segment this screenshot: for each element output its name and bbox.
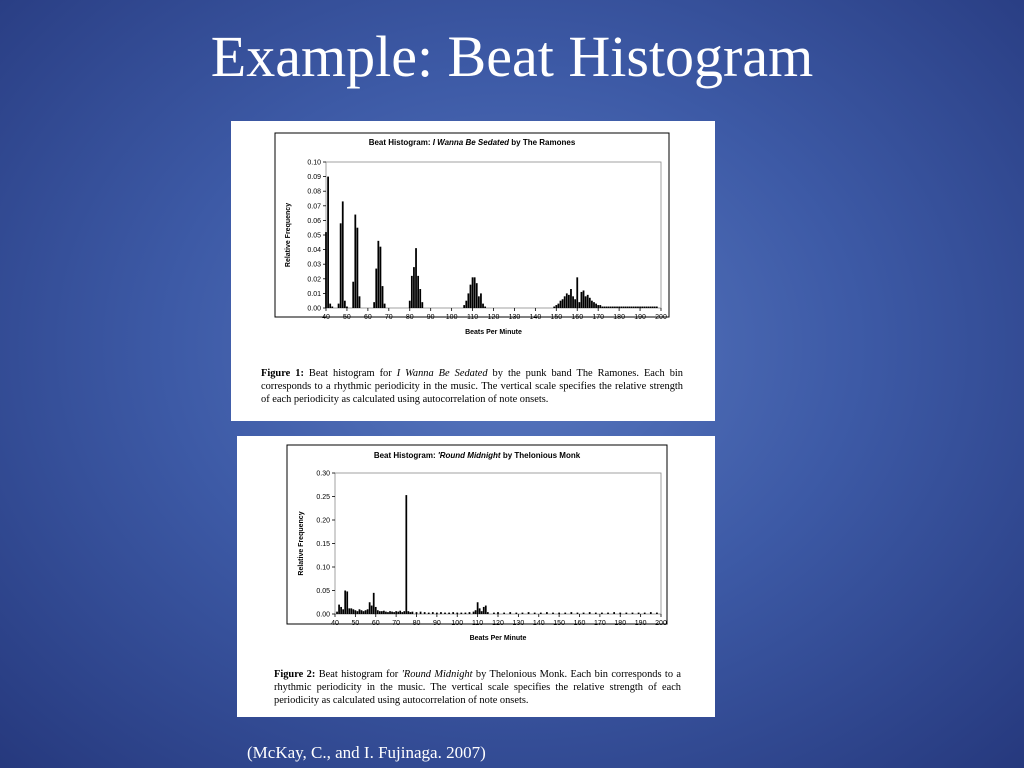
histogram-bar xyxy=(405,495,407,614)
y-tick-label: 0.05 xyxy=(316,588,330,595)
histogram-bar xyxy=(363,611,365,614)
x-tick-label: 180 xyxy=(613,314,625,321)
x-tick-label: 90 xyxy=(426,314,435,321)
histogram-bar xyxy=(627,307,629,308)
figure-2-caption-pre: Beat histogram for xyxy=(315,669,402,680)
histogram-bar xyxy=(587,295,589,308)
histogram-bar xyxy=(410,612,412,614)
histogram-bar xyxy=(357,228,359,308)
histogram-bar xyxy=(371,606,373,614)
x-tick-label: 150 xyxy=(553,620,565,627)
histogram-bar xyxy=(568,295,570,308)
histogram-bar xyxy=(652,307,654,308)
histogram-bar xyxy=(352,282,354,308)
histogram-bar xyxy=(365,610,367,614)
histogram-bar xyxy=(329,304,331,308)
histogram-bar xyxy=(654,307,656,308)
histogram-bar xyxy=(397,612,399,614)
chart-title xyxy=(374,451,581,460)
histogram-bar xyxy=(373,593,375,614)
histogram-bar xyxy=(384,304,386,308)
histogram-bar xyxy=(467,293,469,308)
x-tick-label: 140 xyxy=(532,620,545,627)
x-tick-label: 200 xyxy=(655,314,667,321)
histogram-bar xyxy=(340,223,342,308)
x-tick-label: 130 xyxy=(508,314,521,321)
histogram-bar xyxy=(354,215,356,308)
histogram-bar xyxy=(377,610,379,614)
histogram-bar xyxy=(424,612,426,614)
histogram-bar xyxy=(350,608,352,614)
histogram-bar xyxy=(393,612,395,614)
histogram-bar xyxy=(558,304,560,308)
figure-1-panel xyxy=(231,121,715,421)
histogram-bar xyxy=(616,307,618,308)
x-tick-label: 180 xyxy=(614,620,627,627)
histogram-bar xyxy=(403,611,405,614)
histogram-bar xyxy=(572,296,574,308)
histogram-bar xyxy=(342,609,344,614)
beat-histogram-chart-2 xyxy=(237,436,715,661)
histogram-bar xyxy=(612,307,614,308)
histogram-bar xyxy=(589,612,591,614)
x-tick-label: 140 xyxy=(529,314,542,321)
histogram-bar xyxy=(325,232,327,308)
histogram-bar xyxy=(632,613,634,614)
chart-title-suffix: by Thelonious Monk xyxy=(500,451,581,460)
histogram-bar xyxy=(469,612,471,614)
histogram-bar xyxy=(528,612,530,614)
histogram-bar xyxy=(497,612,499,614)
histogram-bar xyxy=(379,611,381,614)
histogram-bar xyxy=(562,299,564,308)
histogram-bar xyxy=(475,610,477,614)
histogram-bar xyxy=(428,613,430,614)
histogram-bar xyxy=(391,612,393,614)
histogram-bar xyxy=(509,612,511,614)
figure-2-caption-post: by Thelonious Monk. Each bin corresponds to a rhythmic periodicity in the music. The vertical scale specifies the relative strength of each periodicity as calculated using autocorrelation of note onsets. xyxy=(274,669,682,706)
chart-title-song: 'Round Midnight xyxy=(437,451,501,460)
histogram-bar xyxy=(465,301,467,308)
histogram-bar xyxy=(375,607,377,614)
histogram-bar xyxy=(473,612,475,614)
figure-1-caption-song: I Wanna Be Sedated xyxy=(396,368,488,379)
figure-1-caption xyxy=(261,367,683,406)
x-tick-label: 90 xyxy=(432,620,441,627)
histogram-bar xyxy=(479,608,481,614)
histogram-bar xyxy=(597,305,599,308)
x-tick-label: 110 xyxy=(472,620,484,627)
histogram-bar xyxy=(635,307,637,308)
y-tick-label: 0.09 xyxy=(307,174,321,182)
histogram-bar xyxy=(346,591,348,614)
histogram-bar xyxy=(641,307,643,308)
figure-2-caption xyxy=(274,668,681,707)
slide-title: Example: Beat Histogram xyxy=(210,24,814,89)
histogram-bar xyxy=(472,277,474,308)
histogram-bar xyxy=(656,613,658,614)
histogram-bar xyxy=(601,613,603,614)
figure-1-caption-post: by the punk band The Ramones. Each bin corresponds to a rhythmic periodicity in the music. The vertical scale specifies the relative strength of each periodicity as calculated using autocorrelation of note onsets. xyxy=(261,368,684,405)
histogram-bar xyxy=(381,611,383,614)
histogram-bar xyxy=(577,613,579,614)
histogram-bar xyxy=(357,611,359,614)
histogram-bar xyxy=(359,609,361,614)
histogram-bar xyxy=(389,611,391,614)
x-tick-label: 150 xyxy=(550,314,563,321)
histogram-bar xyxy=(639,307,641,308)
histogram-bar xyxy=(610,307,612,308)
histogram-bar xyxy=(444,613,446,614)
x-tick-label: 80 xyxy=(412,620,421,627)
histogram-bar xyxy=(480,293,482,308)
x-tick-label: 100 xyxy=(445,314,458,321)
histogram-bar xyxy=(344,301,346,308)
x-axis-label: Beats Per Minute xyxy=(465,329,522,336)
histogram-bar xyxy=(416,612,418,614)
y-tick-label: 0.08 xyxy=(307,188,321,196)
histogram-bar xyxy=(625,613,627,614)
histogram-bar xyxy=(483,607,485,614)
y-tick-label: 0.05 xyxy=(307,232,321,240)
histogram-bar xyxy=(382,286,384,308)
histogram-bar xyxy=(607,613,609,614)
histogram-bar xyxy=(593,302,595,308)
histogram-bar xyxy=(367,609,369,614)
histogram-bar xyxy=(340,607,342,614)
histogram-bar xyxy=(566,293,568,308)
histogram-bar xyxy=(387,612,389,614)
x-tick-label: 190 xyxy=(634,620,647,627)
x-tick-label: 50 xyxy=(351,620,360,627)
histogram-bar xyxy=(380,247,382,308)
histogram-bar xyxy=(355,610,357,614)
histogram-bar xyxy=(460,613,462,614)
histogram-bar xyxy=(420,612,422,614)
histogram-bar xyxy=(595,613,597,614)
histogram-bar xyxy=(478,296,480,308)
histogram-bar xyxy=(419,289,421,308)
histogram-bar xyxy=(493,613,495,614)
figure-2-label: Figure 2: xyxy=(274,669,316,680)
x-tick-label: 50 xyxy=(343,314,351,321)
histogram-bar xyxy=(411,276,413,308)
histogram-bar xyxy=(383,611,385,614)
y-tick-label: 0.00 xyxy=(316,611,330,619)
chart-title-prefix: Beat Histogram: xyxy=(373,451,438,460)
histogram-bar xyxy=(377,241,379,308)
x-tick-label: 200 xyxy=(655,620,667,627)
histogram-bar xyxy=(631,307,633,308)
histogram-bar xyxy=(470,285,472,308)
histogram-bar xyxy=(448,613,450,614)
histogram-bar xyxy=(484,307,486,308)
y-tick-label: 0.00 xyxy=(307,305,321,313)
histogram-bar xyxy=(373,302,375,308)
histogram-bar xyxy=(327,177,329,308)
histogram-bar xyxy=(553,307,555,308)
histogram-bar xyxy=(629,307,631,308)
histogram-bar xyxy=(578,302,580,308)
histogram-bar xyxy=(576,277,578,308)
histogram-bar xyxy=(331,307,333,308)
figure-1-label: Figure 1: xyxy=(261,368,304,379)
y-tick-label: 0.03 xyxy=(307,261,321,269)
histogram-bar xyxy=(589,298,591,308)
histogram-bar xyxy=(482,304,484,308)
histogram-bar xyxy=(417,276,419,308)
x-tick-label: 40 xyxy=(331,620,339,627)
histogram-bar xyxy=(633,307,635,308)
x-tick-label: 70 xyxy=(392,620,401,627)
y-tick-label: 0.20 xyxy=(316,517,330,525)
y-tick-label: 0.15 xyxy=(316,541,330,548)
histogram-bar xyxy=(552,613,554,614)
histogram-bar xyxy=(338,605,340,614)
histogram-bar xyxy=(650,307,652,308)
x-tick-label: 130 xyxy=(512,620,525,627)
x-tick-label: 120 xyxy=(492,620,504,627)
histogram-bar xyxy=(385,612,387,614)
histogram-bar xyxy=(352,609,354,614)
histogram-bar xyxy=(413,267,415,308)
histogram-bar xyxy=(395,611,397,614)
histogram-bar xyxy=(546,612,548,614)
histogram-bar xyxy=(540,613,542,614)
chart-title-suffix: by The Ramones xyxy=(509,138,576,147)
y-tick-label: 0.10 xyxy=(307,159,321,167)
x-tick-label: 110 xyxy=(466,314,479,321)
beat-histogram-chart-1 xyxy=(231,121,715,356)
histogram-bar xyxy=(401,612,403,614)
x-tick-label: 100 xyxy=(451,620,464,627)
histogram-bar xyxy=(452,612,454,614)
histogram-bar xyxy=(637,307,639,308)
figure-1-caption-pre: Beat histogram for xyxy=(303,368,397,379)
histogram-bar xyxy=(583,290,585,308)
histogram-bar xyxy=(585,296,587,308)
histogram-bar xyxy=(476,283,478,308)
chart-title xyxy=(369,138,576,147)
histogram-bar xyxy=(570,289,572,308)
histogram-bar xyxy=(638,613,640,614)
y-axis-label: Relative Frequency xyxy=(298,511,305,576)
histogram-bar xyxy=(348,608,350,614)
histogram-bar xyxy=(625,307,627,308)
histogram-bar xyxy=(650,612,652,614)
histogram-bar xyxy=(465,613,467,614)
histogram-bar xyxy=(619,613,621,614)
histogram-bar xyxy=(614,307,616,308)
x-tick-label: 80 xyxy=(405,314,414,321)
x-tick-label: 60 xyxy=(371,620,380,627)
x-tick-label: 170 xyxy=(594,620,606,627)
histogram-bar xyxy=(599,305,601,308)
y-tick-label: 0.04 xyxy=(307,247,321,255)
histogram-bar xyxy=(503,613,505,614)
histogram-bar xyxy=(591,301,593,308)
y-tick-label: 0.10 xyxy=(316,564,330,572)
histogram-bar xyxy=(604,307,606,308)
y-axis-label: Relative Frequency xyxy=(285,202,292,268)
histogram-bar xyxy=(618,307,620,308)
histogram-bar xyxy=(601,307,603,308)
histogram-bar xyxy=(407,611,409,614)
x-tick-label: 160 xyxy=(573,620,586,627)
histogram-bar xyxy=(581,292,583,308)
histogram-bar xyxy=(359,296,361,308)
histogram-bar xyxy=(481,611,483,614)
histogram-bar xyxy=(474,277,476,308)
histogram-bar xyxy=(648,307,650,308)
x-tick-label: 60 xyxy=(363,314,372,321)
histogram-bar xyxy=(560,301,562,308)
histogram-bar xyxy=(574,299,576,308)
histogram-bar xyxy=(369,602,371,614)
y-tick-label: 0.02 xyxy=(307,276,321,284)
chart-frame xyxy=(287,445,667,624)
histogram-bar xyxy=(515,613,517,614)
histogram-bar xyxy=(463,305,465,308)
histogram-bar xyxy=(622,307,624,308)
histogram-bar xyxy=(344,591,346,615)
y-tick-label: 0.25 xyxy=(316,494,330,501)
histogram-bar xyxy=(409,301,411,308)
x-tick-label: 160 xyxy=(571,314,584,321)
histogram-bar xyxy=(558,613,560,614)
histogram-bar xyxy=(485,606,487,614)
citation: (McKay, C., and I. Fujinaga. 2007) xyxy=(247,743,486,762)
histogram-bar xyxy=(432,612,434,614)
x-tick-label: 170 xyxy=(592,314,605,321)
plot-area xyxy=(335,473,661,614)
histogram-bar xyxy=(534,613,536,614)
histogram-bar xyxy=(342,201,344,308)
histogram-bar xyxy=(522,613,524,614)
histogram-bar xyxy=(440,612,442,614)
x-tick-label: 190 xyxy=(634,314,646,321)
histogram-bar xyxy=(595,304,597,308)
x-tick-label: 70 xyxy=(384,314,393,321)
histogram-bar xyxy=(415,248,417,308)
x-tick-label: 40 xyxy=(322,314,330,321)
histogram-bar xyxy=(477,602,479,614)
histogram-bar xyxy=(555,305,557,308)
chart-title-prefix: Beat Histogram: xyxy=(368,138,433,147)
histogram-bar xyxy=(375,269,377,308)
figure-2-panel xyxy=(237,436,715,717)
histogram-bar xyxy=(361,610,363,614)
histogram-bar xyxy=(346,307,348,308)
histogram-bar xyxy=(436,613,438,614)
histogram-bar xyxy=(583,613,585,614)
histogram-bar xyxy=(456,613,458,614)
histogram-bar xyxy=(421,302,423,308)
histogram-bar xyxy=(564,613,566,614)
histogram-bar xyxy=(336,612,338,614)
y-tick-label: 0.07 xyxy=(307,203,321,211)
histogram-bar xyxy=(656,307,658,308)
histogram-bar xyxy=(644,613,646,614)
histogram-bar xyxy=(338,304,340,308)
histogram-bar xyxy=(399,611,401,614)
histogram-bar xyxy=(645,307,647,308)
y-tick-label: 0.06 xyxy=(307,217,321,225)
chart-title-song: I Wanna Be Sedated xyxy=(432,138,510,147)
x-axis-label: Beats Per Minute xyxy=(469,635,527,642)
x-tick-label: 120 xyxy=(487,314,500,321)
histogram-bar xyxy=(606,307,608,308)
histogram-bar xyxy=(620,307,622,308)
histogram-bar xyxy=(613,612,615,614)
y-tick-label: 0.30 xyxy=(316,470,330,478)
histogram-bar xyxy=(643,307,645,308)
histogram-bar xyxy=(570,612,572,614)
figure-2-caption-song: 'Round Midnight xyxy=(401,669,473,680)
histogram-bar xyxy=(412,612,414,614)
y-tick-label: 0.01 xyxy=(307,290,321,298)
histogram-bar xyxy=(564,296,566,308)
histogram-bar xyxy=(487,612,489,614)
histogram-bar xyxy=(608,307,610,308)
